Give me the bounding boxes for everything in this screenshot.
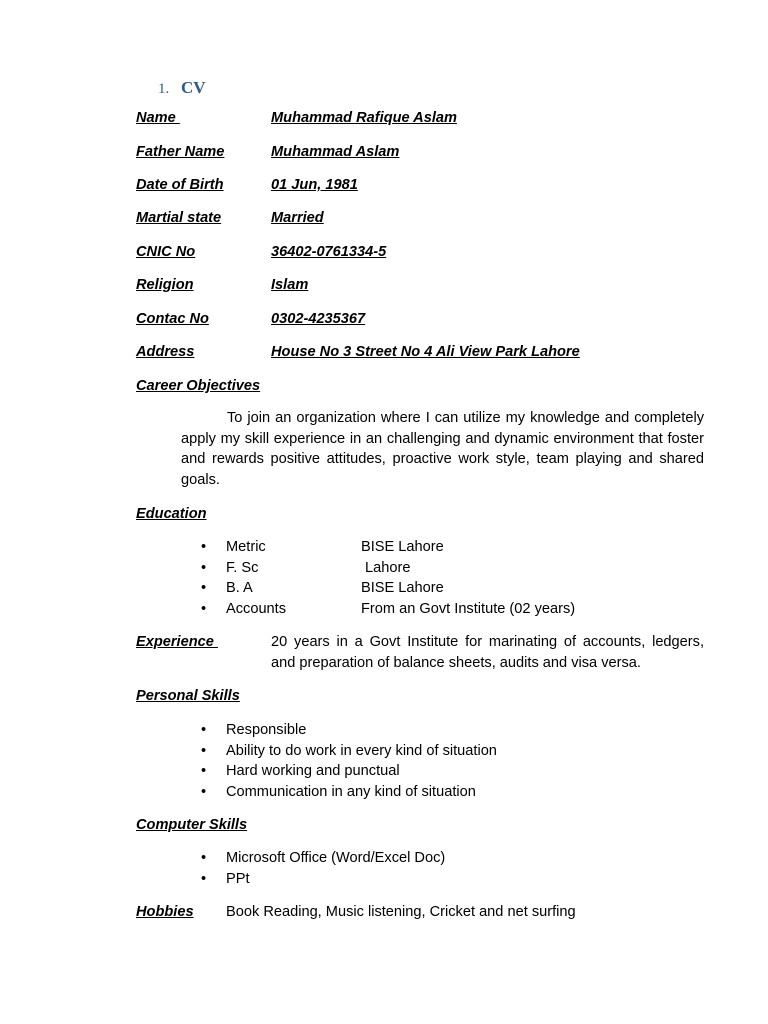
info-label: Date of Birth — [136, 177, 224, 193]
info-value: 36402-0761334-5 — [271, 244, 387, 260]
bullet-icon: • — [201, 870, 207, 887]
hobbies-text: Book Reading, Music listening, Cricket and net surfing — [226, 904, 576, 920]
info-value: Muhammad Aslam — [271, 144, 400, 160]
bullet-icon: • — [201, 580, 207, 596]
info-label: Name — [136, 110, 180, 126]
heading-title: CV — [181, 78, 206, 97]
list-item — [181, 869, 445, 890]
education-title: Education — [136, 506, 207, 522]
list-item — [181, 848, 445, 869]
info-value: 0302-4235367 — [271, 311, 366, 327]
bullet-icon: • — [201, 559, 207, 576]
info-value: Islam — [271, 277, 309, 293]
hobbies-title: Hobbies — [136, 904, 194, 920]
info-value: 01 Jun, 1981 — [271, 177, 358, 193]
info-label: Religion — [136, 277, 194, 293]
info-row-marital-state — [136, 208, 706, 230]
skill-text: Responsible — [226, 722, 307, 738]
skill-text: PPt — [226, 870, 250, 887]
info-label: Address — [136, 344, 195, 360]
education-name: F. Sc — [226, 559, 259, 576]
heading-number: 1. — [158, 81, 170, 97]
education-name: B. A — [226, 580, 253, 596]
personal-skills-title: Personal Skills — [136, 688, 240, 704]
list-item — [181, 720, 497, 741]
skill-text: Microsoft Office (Word/Excel Doc) — [226, 850, 446, 866]
experience-title: Experience — [136, 634, 218, 650]
bullet-icon: • — [201, 539, 207, 555]
info-row-address — [136, 342, 706, 364]
info-row-contact — [136, 309, 706, 331]
info-value: House No 3 Street No 4 Ali View Park Lahore — [271, 344, 580, 360]
education-detail: BISE Lahore — [361, 580, 444, 596]
list-item — [181, 761, 497, 782]
list-item — [181, 578, 444, 599]
list-item — [181, 537, 444, 558]
education-detail: BISE Lahore — [361, 539, 444, 555]
skill-text: Ability to do work in every kind of situation — [226, 742, 497, 759]
education-name: Metric — [226, 539, 266, 555]
info-label: CNIC No — [136, 244, 196, 260]
bullet-icon: • — [201, 742, 207, 759]
info-row-father-name — [136, 142, 706, 164]
education-list — [181, 537, 576, 619]
skill-text: Communication in any kind of situation — [226, 783, 476, 800]
list-item — [181, 782, 497, 803]
education-detail: From an Govt Institute (02 years) — [361, 600, 576, 617]
info-value: Married — [271, 210, 324, 226]
computer-skills-title: Computer Skills — [136, 817, 248, 833]
list-item — [181, 741, 497, 762]
bullet-icon: • — [201, 763, 207, 779]
personal-skills-list — [181, 720, 497, 802]
info-label: Martial state — [136, 210, 222, 226]
bullet-icon: • — [201, 600, 207, 617]
info-label: Contac No — [136, 311, 209, 327]
info-row-religion — [136, 275, 706, 297]
info-value: Muhammad Rafique Aslam — [271, 110, 457, 126]
skill-text: Hard working and punctual — [226, 763, 400, 779]
info-row-date-of-birth — [136, 175, 706, 197]
career-objectives-title: Career Objectives — [136, 378, 261, 394]
education-name: Accounts — [226, 600, 287, 617]
cv-heading — [158, 76, 206, 101]
education-detail: Lahore — [361, 559, 411, 576]
experience-text: 20 years in a Govt Institute for marinating of accounts, ledgers, and preparation of balance sheets, audits and visa versa. — [271, 634, 704, 671]
computer-skills-list — [181, 848, 445, 889]
career-objectives-text: To join an organization where I can utilize my knowledge and completely apply my skill experience in an challenging and dynamic environment that foster and rewards positive attitudes, proactive work style, team playing and shared goals. — [181, 410, 704, 488]
info-row-cnic — [136, 242, 706, 264]
list-item — [181, 558, 411, 579]
bullet-icon: • — [201, 722, 207, 738]
info-row-name — [136, 108, 706, 130]
info-label: Father Name — [136, 144, 225, 160]
bullet-icon: • — [201, 783, 207, 800]
list-item — [181, 599, 576, 620]
bullet-icon: • — [201, 850, 207, 866]
